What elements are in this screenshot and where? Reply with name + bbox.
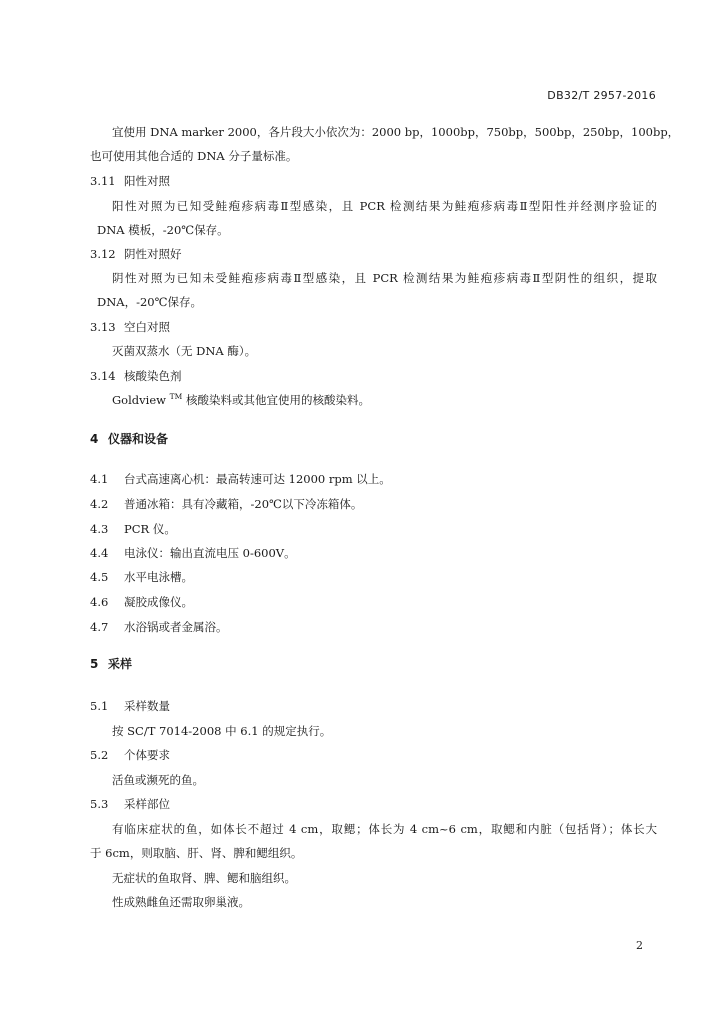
clause-5-3-text-3: 无症状的鱼取肾、脾、鳃和脑组织。 (112, 871, 296, 885)
item-text: PCR 仪。 (124, 522, 176, 536)
section-title: 仪器和设备 (108, 432, 169, 446)
section-number: 4 (90, 432, 99, 446)
clause-5-3-text-1: 有临床症状的鱼，如体长不超过 4 cm，取鳃；体长为 4 cm~6 cm，取鳃和内脏（包括肾）；体长大 (112, 822, 657, 836)
clause-number: 4.4 (90, 546, 109, 560)
clause-3-14-text-rest: 核酸染料或其他宜使用的核酸染料。 (182, 393, 370, 407)
clause-title: 个体要求 (124, 748, 170, 762)
section-5-heading (90, 657, 132, 671)
clause-number: 4.3 (90, 522, 109, 536)
item-text: 凝胶成像仪。 (124, 595, 193, 609)
trademark-superscript: TM (169, 392, 183, 402)
clause-3-11-heading (90, 174, 170, 188)
clause-number: 4.5 (90, 570, 109, 584)
clause-5-3-text-2: 于 6cm，则取脑、肝、肾、脾和鳃组织。 (90, 846, 303, 860)
clause-3-13-heading (90, 320, 170, 334)
intro-line-1: 宜使用 DNA marker 2000，各片段大小依次为：2000 bp，1000bp，750bp，500bp，250bp，100bp， (112, 125, 680, 139)
clause-5-3-text-4: 性成熟雌鱼还需取卵巢液。 (112, 895, 250, 909)
clause-number: 5.3 (90, 797, 109, 811)
clause-number: 3.13 (90, 320, 116, 334)
clause-5-2-heading (90, 748, 170, 762)
clause-3-14-text (112, 393, 370, 407)
clause-title: 阴性对照好 (124, 247, 182, 261)
clause-5-3-heading (90, 797, 170, 811)
section-number: 5 (90, 657, 99, 671)
clause-3-12-text-2: DNA，-20℃保存。 (97, 295, 202, 309)
clause-number: 4.2 (90, 497, 109, 511)
clause-3-13-text: 灭菌双蒸水（无 DNA 酶）。 (112, 344, 257, 358)
clause-title: 采样数量 (124, 699, 170, 713)
list-item-4-1 (90, 472, 391, 486)
clause-3-14-heading (90, 369, 182, 383)
clause-number: 3.12 (90, 247, 116, 261)
clause-number: 5.2 (90, 748, 109, 762)
clause-3-12-text-1: 阴性对照为已知未受鲑疱疹病毒Ⅱ型感染，且 PCR 检测结果为鲑疱疹病毒Ⅱ型阴性的组织，提取 (112, 271, 657, 285)
clause-title: 采样部位 (124, 797, 170, 811)
list-item-4-6 (90, 595, 193, 609)
section-4-heading (90, 432, 168, 446)
item-text: 水浴锅或者金属浴。 (124, 620, 228, 634)
page-number: 2 (636, 939, 643, 952)
standard-number: DB32/T 2957-2016 (547, 89, 656, 102)
clause-title: 核酸染色剂 (124, 369, 182, 383)
item-text: 水平电泳槽。 (124, 570, 193, 584)
clause-title: 阳性对照 (124, 174, 170, 188)
section-title: 采样 (108, 657, 133, 671)
list-item-4-5 (90, 570, 193, 584)
clause-number: 4.6 (90, 595, 109, 609)
list-item-4-7 (90, 620, 228, 634)
item-text: 台式高速离心机：最高转速可达 12000 rpm 以上。 (124, 472, 391, 486)
clause-number: 4.7 (90, 620, 109, 634)
list-item-4-3 (90, 522, 176, 536)
clause-number: 3.14 (90, 369, 116, 383)
clause-3-12-heading (90, 247, 182, 261)
clause-5-2-text: 活鱼或濒死的鱼。 (112, 773, 204, 787)
clause-5-1-heading (90, 699, 170, 713)
intro-line-2: 也可使用其他合适的 DNA 分子量标准。 (90, 149, 298, 163)
clause-3-11-text-1: 阳性对照为已知受鲑疱疹病毒Ⅱ型感染，且 PCR 检测结果为鲑疱疹病毒Ⅱ型阳性并经测序验证的 (112, 199, 657, 213)
list-item-4-4 (90, 546, 296, 560)
list-item-4-2 (90, 497, 362, 511)
item-text: 普通冰箱：具有冷藏箱，-20℃以下冷冻箱体。 (124, 497, 363, 511)
clause-3-11-text-2: DNA 模板，-20℃保存。 (97, 223, 229, 237)
clause-number: 5.1 (90, 699, 109, 713)
item-text: 电泳仪：输出直流电压 0-600V。 (124, 546, 296, 560)
clause-number: 4.1 (90, 472, 109, 486)
clause-5-1-text: 按 SC/T 7014-2008 中 6.1 的规定执行。 (112, 724, 332, 738)
clause-number: 3.11 (90, 174, 116, 188)
clause-title: 空白对照 (124, 320, 170, 334)
product-name: Goldview (112, 393, 170, 407)
